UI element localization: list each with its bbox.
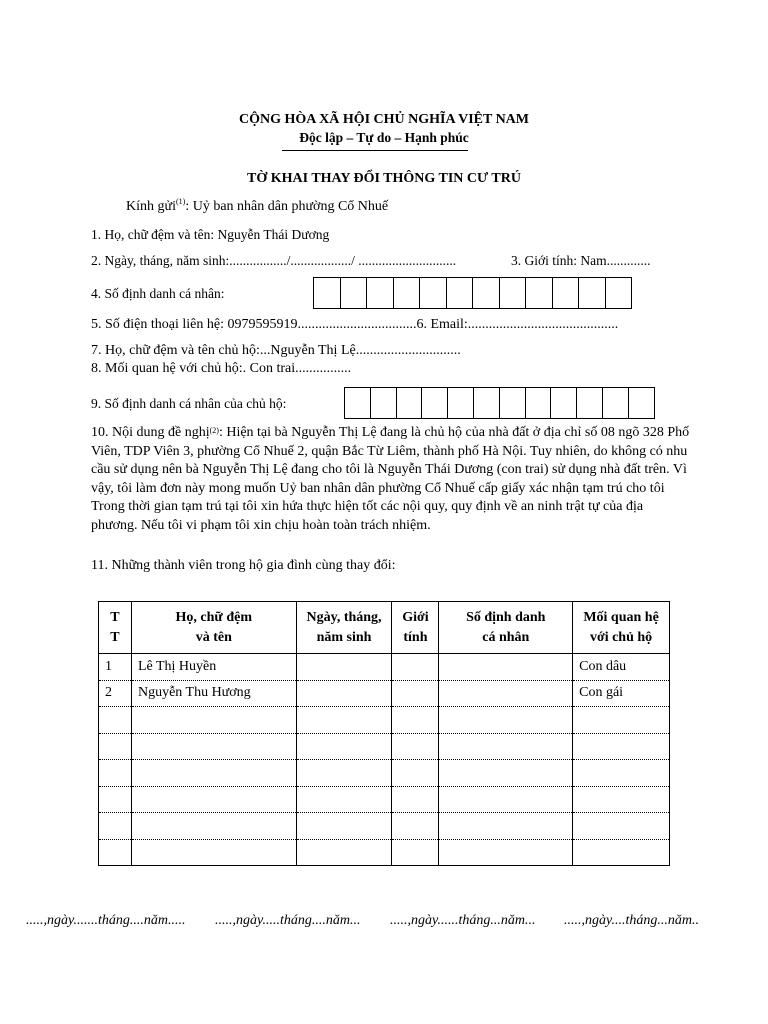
field-head-id-label: 9. Số định danh cá nhân của chủ hộ:	[91, 396, 287, 411]
field-id-label: 4. Số định danh cá nhân:	[91, 286, 225, 301]
head-id-number-boxes[interactable]	[344, 387, 655, 419]
motto-underline	[282, 150, 468, 151]
table-row	[99, 760, 670, 787]
content-note: (2)	[209, 426, 219, 435]
header-stt: T T	[99, 602, 132, 654]
field-head-name: 7. Họ, chữ đệm và tên chủ hộ:...Nguyễn Thị Lệ..............................	[91, 343, 461, 358]
table-row: 2 Nguyễn Thu Hương Con gái	[99, 680, 670, 707]
header-full-name: Họ, chữ đệm và tên	[131, 602, 296, 654]
field-relation: 8. Mối quan hệ với chủ hộ:. Con trai................	[91, 361, 352, 376]
table-row	[99, 813, 670, 840]
country-name: CỘNG HÒA XÃ HỘI CHỦ NGHĨA VIỆT NAM	[238, 112, 529, 127]
table-row: 1 Lê Thị Huyền Con dâu	[99, 654, 670, 681]
content-label: 10. Nội dung đề nghị	[91, 425, 210, 440]
date-line-2: .....,ngày.....tháng....năm...	[215, 913, 361, 928]
field-phone-email: 5. Số điện thoại liên hệ: 0979595919..................................6. Email:...........................................	[91, 317, 619, 332]
recipient-value: : Uỷ ban nhân dân phường Cổ Nhuế	[185, 199, 389, 214]
table-row	[99, 733, 670, 760]
field-gender: 3. Giới tính: Nam.............	[511, 253, 651, 268]
date-line-4: .....,ngày....tháng...năm..	[564, 913, 699, 928]
form-title: TỜ KHAI THAY ĐỔI THÔNG TIN CƯ TRÚ	[247, 171, 521, 186]
date-line-3: .....,ngày......tháng...năm...	[390, 913, 536, 928]
field-dob: 2. Ngày, tháng, năm sinh:................./................../ .............................	[91, 253, 457, 268]
table-row	[99, 839, 670, 866]
table-row	[99, 786, 670, 813]
field-name: 1. Họ, chữ đệm và tên: Nguyễn Thái Dương	[91, 227, 330, 242]
header-gender: Giới tính	[392, 602, 439, 654]
motto: Độc lập – Tự do – Hạnh phúc	[299, 130, 469, 145]
recipient-note: (1)	[175, 197, 186, 206]
members-heading: 11. Những thành viên trong hộ gia đình cùng thay đổi:	[91, 558, 396, 573]
header-relationship: Mối quan hệ với chủ hộ	[573, 602, 670, 654]
id-number-boxes[interactable]	[313, 277, 632, 309]
pledge-text: Trong thời gian tạm trú tại tôi xin hứa thực hiện tốt các nội quy, quy định về an ninh trật tự của địa phương. Nếu tôi vi phạm tôi xin chịu hoàn toàn trách nhiệm.	[91, 499, 644, 533]
content-paragraph	[91, 424, 691, 535]
content-text: : Hiện tại bà Nguyễn Thị Lệ đang là chủ hộ của nhà đất ở địa chỉ số 08 ngõ 328 Phố Viên, TDP Viên 3, phường Cổ Nhuế 2, quận Bắc Từ Liêm, thành phố Hà Nội. Tuy nhiên, do không có nhu cầu sử dụng nên bà Nguyễn Thị Lệ đang cho tôi là Nguyễn Thái Dương (con trai) sử dụng nhà đất trên. Vì vậy, tôi làm đơn này mong muốn Uỷ ban nhân dân phường Cổ Nhuế cấp giấy xác nhận tạm trú cho tôi	[91, 425, 690, 496]
date-line-1: .....,ngày.......tháng....năm.....	[26, 913, 186, 928]
header-id-number: Số định danh cá nhân	[439, 602, 573, 654]
table-row	[99, 707, 670, 734]
recipient-label: Kính gửi	[126, 199, 176, 214]
members-table	[98, 601, 670, 866]
recipient-line	[126, 199, 388, 215]
header-birth-date: Ngày, tháng, năm sinh	[296, 602, 392, 654]
table-header-row	[99, 602, 670, 654]
